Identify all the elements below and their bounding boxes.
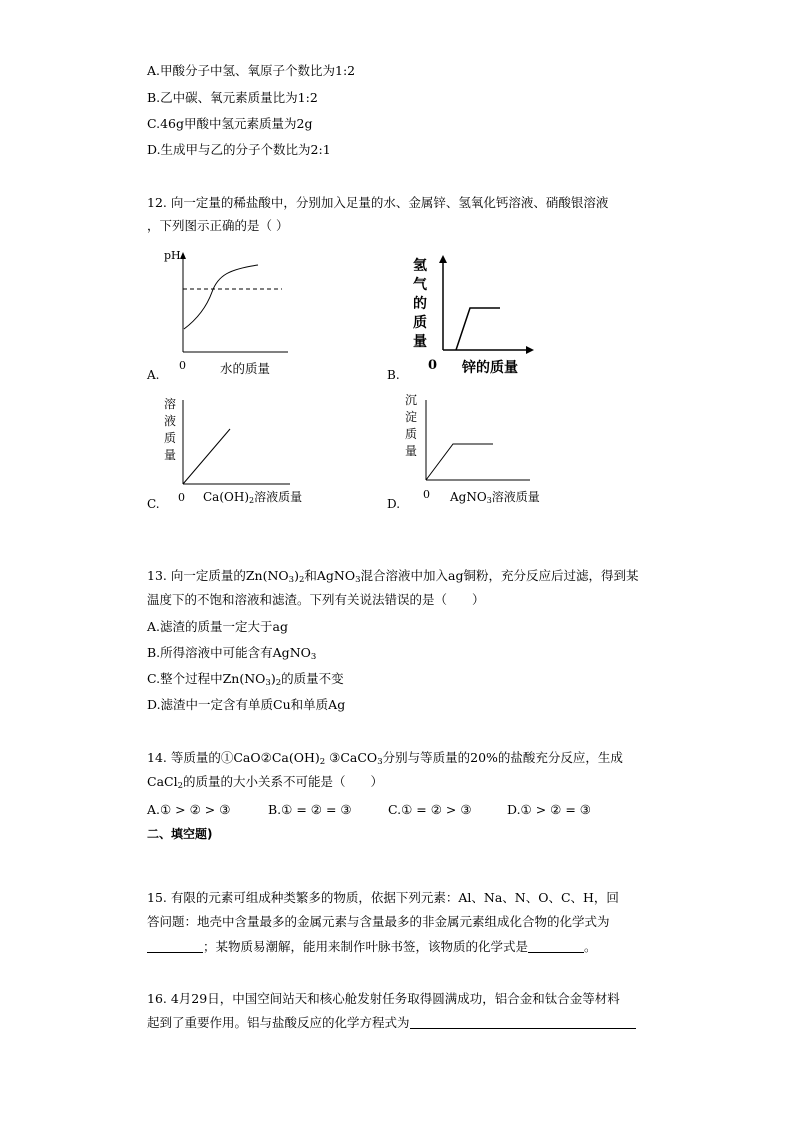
q12-graph-c-ylabel-3: 质 [164, 431, 177, 445]
q12-graph-c-ylabel-4: 量 [164, 448, 177, 462]
q14-option-c: C.① = ② > ③ [388, 802, 472, 817]
q15-blank-1[interactable] [147, 940, 203, 953]
q12-graph-c-xlabel: Ca(OH)2溶液质量 [203, 490, 303, 505]
q12-graph-b-ylabel-3: 的 [413, 296, 427, 312]
q12-graph-b [400, 250, 540, 380]
q12-graph-a-xlabel: 水的质量 [220, 361, 271, 376]
q12-stem-line1: 12. 向一定量的稀盐酸中，分别加入足量的水、金属锌、氢氧化钙溶液、硝酸银溶液 [147, 195, 609, 210]
q16-line2: 起到了重要作用。铝与盐酸反应的化学方程式为 [147, 1015, 636, 1031]
q12-graph-b-ylabel-5: 量 [413, 334, 427, 350]
q11-option-a: A.甲酸分子中氢、氧原子个数比为1:2 [147, 63, 356, 78]
q12-graph-a-origin: 0 [179, 359, 186, 372]
q12-graph-a [160, 245, 300, 385]
q12-graph-d-ylabel-1: 沉 [405, 393, 418, 407]
q12-graph-c-ylabel-2: 液 [164, 414, 177, 428]
q12-graph-b-origin: 0 [428, 358, 438, 373]
q12-graph-d-ylabel-3: 质 [405, 427, 418, 441]
q12-graph-a-ylabel: pH [164, 249, 181, 262]
q13-option-a: A.滤渣的质量一定大于ag [147, 619, 288, 634]
q12-graph-b-ylabel-1: 氢 [413, 258, 427, 274]
q12-graph-a-label: A. [147, 368, 160, 382]
q13-option-b: B.所得溶液中可能含有AgNO$_3$ [147, 645, 317, 662]
q12-graph-c [160, 392, 320, 512]
q15-line3: ；某物质易潮解，能用来制作叶脉书签，该物质的化学式是 。 [147, 939, 597, 955]
q12-graph-d-label: D. [387, 497, 401, 511]
q11-option-c: C.46g甲酸中氢元素质量为2g [147, 116, 313, 131]
q13-stem-line1: 13. 向一定质量的$Zn(NO_3)_2$和AgNO$_3$混合溶液中加入ag铜粉，充分反应后过滤，得到某 [147, 568, 639, 585]
q12-graph-d-ylabel-2: 淀 [405, 410, 418, 424]
q16-line1: 16. 4月29日，中国空间站天和核心舱发射任务取得圆满成功，铝合金和钛合金等材料 [147, 991, 620, 1006]
q12-graph-d-ylabel-4: 量 [405, 444, 418, 458]
q15-blank-2[interactable] [528, 940, 584, 953]
q12-graph-b-ylabel-4: 质 [413, 315, 427, 331]
q14-stem-line1: 14. 等质量的$①CaO②Ca(OH)_2$ ③CaCO$_3$分别与等质量的20%的盐酸充分反应，生成 [147, 750, 623, 767]
q13-option-d: D.滤渣中一定含有单质Cu和单质Ag [147, 697, 346, 712]
q12-graph-d-xlabel: AgNO3溶液质量 [450, 490, 540, 505]
q16-blank[interactable] [410, 1016, 636, 1029]
q12-graph-d [400, 392, 560, 512]
q11-option-b: B.乙中碳、氧元素质量比为1:2 [147, 90, 318, 105]
q12-graph-c-label: C. [147, 497, 160, 511]
q11-option-d: D.生成甲与乙的分子个数比为2:1 [147, 142, 331, 157]
q13-stem-line2: 温度下的不饱和溶液和滤渣。下列有关说法错误的是（ ） [147, 592, 485, 607]
q14-stem-line2: CaCl$_2$的质量的大小关系不可能是（ ） [147, 774, 384, 791]
q12-stem-line2: ，下列图示正确的是（ ） [147, 218, 289, 233]
q14-option-b: B.① = ② = ③ [268, 802, 352, 817]
q12-graph-c-ylabel-1: 溶 [164, 397, 177, 411]
q15-line1: 15. 有限的元素可组成种类繁多的物质，依据下列元素：Al、Na、N、O、C、H，回 [147, 890, 619, 905]
q15-line2: 答问题：地壳中含量最多的金属元素与含量最多的非金属元素组成化合物的化学式为 [147, 914, 610, 929]
q12-graph-b-xlabel: 锌的质量 [462, 360, 518, 376]
q14-option-d: D.① > ② = ③ [507, 802, 592, 817]
section-2-title: 二、填空题) [147, 827, 213, 841]
q12-graph-c-origin: 0 [178, 491, 185, 504]
q14-option-a: A.① > ② > ③ [147, 802, 231, 817]
q12-graph-d-origin: 0 [423, 488, 430, 501]
q12-graph-b-label: B. [387, 368, 400, 382]
q12-graph-b-ylabel-2: 气 [413, 277, 427, 293]
q13-option-c: C.整个过程中$Zn(NO_3)_2$的质量不变 [147, 671, 344, 688]
